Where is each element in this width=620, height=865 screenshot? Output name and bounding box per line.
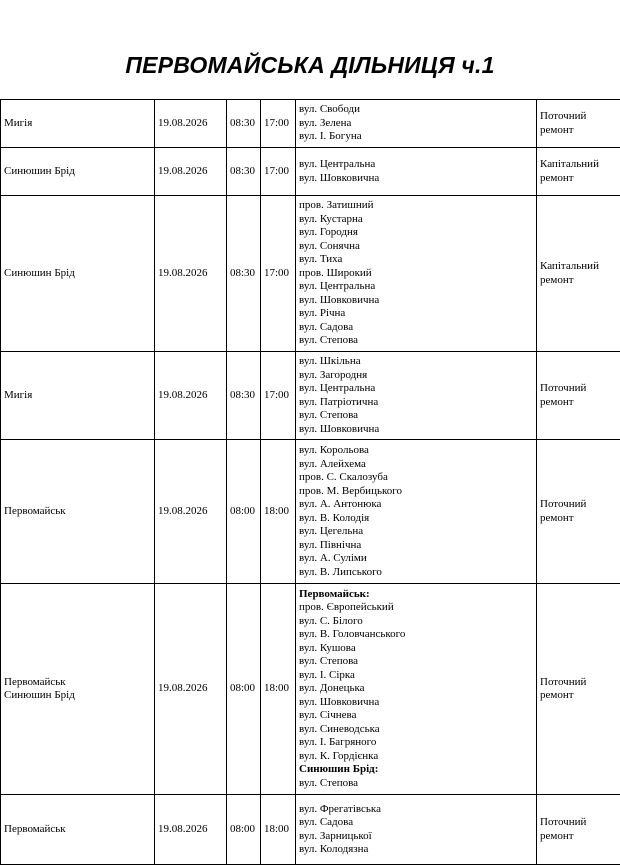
end-time-cell [261,196,296,352]
street-name: вул. С. Білого [299,615,533,629]
street-name: вул. Шкільна [299,355,533,369]
end-time: 18:00 [264,823,292,837]
street-name: вул. Загородня [299,369,533,383]
street-name: вул. Шовковична [299,294,533,308]
schedule-row [1,795,620,865]
street-name: вул. Річна [299,307,533,321]
schedule-body [1,100,620,865]
outage-schedule-table [0,99,620,865]
start-time: 08:30 [230,117,257,131]
work-type: Капітальний [540,158,617,172]
streets-cell [296,584,537,795]
street-name: вул. Садова [299,816,533,830]
date-value: 19.08.2026 [158,682,223,696]
street-name: вул. І. Сірка [299,669,533,683]
work-type-cell [537,100,620,148]
end-time-cell [261,440,296,584]
end-time-cell [261,795,296,865]
street-name: вул. Патріотична [299,396,533,410]
street-name: вул. Центральна [299,158,533,172]
locality-name: Синюшин Брід [4,165,151,179]
date-value: 19.08.2026 [158,389,223,403]
work-type: ремонт [540,396,617,410]
street-name: вул. Зелена [299,117,533,131]
end-time: 18:00 [264,682,292,696]
date-value: 19.08.2026 [158,117,223,131]
work-type: Поточний [540,382,617,396]
street-name: вул. Городня [299,226,533,240]
locality-name: Первомайськ [4,676,151,690]
work-type: ремонт [540,512,617,526]
date-value: 19.08.2026 [158,505,223,519]
street-name: пров. М. Вербицького [299,485,533,499]
page-title: ПЕРВОМАЙСЬКА ДІЛЬНИЦЯ ч.1 [0,52,620,79]
work-type-cell [537,440,620,584]
street-name: вул. В. Липського [299,566,533,580]
end-time-cell [261,584,296,795]
street-name: вул. Шовковична [299,172,533,186]
work-type-cell [537,196,620,352]
locality-name: Мигія [4,389,151,403]
locality-cell [1,196,155,352]
date-cell [155,100,227,148]
work-type-cell [537,795,620,865]
locality-name: Первомайськ [4,823,151,837]
end-time: 17:00 [264,389,292,403]
start-time: 08:30 [230,267,257,281]
start-time-cell [227,148,261,196]
start-time: 08:00 [230,505,257,519]
end-time-cell [261,148,296,196]
street-name: вул. Північна [299,539,533,553]
schedule-row [1,100,620,148]
street-name: вул. А. Суліми [299,552,533,566]
street-name: вул. Синеводська [299,723,533,737]
street-name: вул. Кустарна [299,213,533,227]
date-cell [155,352,227,440]
street-group-heading: Первомайськ: [299,588,533,602]
date-cell [155,440,227,584]
locality-cell [1,795,155,865]
locality-name: Синюшин Брід [4,267,151,281]
street-name: вул. Цегельна [299,525,533,539]
work-type: ремонт [540,172,617,186]
street-name: вул. Корольова [299,444,533,458]
end-time: 17:00 [264,117,292,131]
start-time: 08:00 [230,682,257,696]
date-cell [155,584,227,795]
street-name: пров. Затишний [299,199,533,213]
work-type: Поточний [540,498,617,512]
date-cell [155,795,227,865]
work-type-cell [537,148,620,196]
date-cell [155,148,227,196]
work-type: Поточний [540,110,617,124]
street-name: вул. Січнева [299,709,533,723]
start-time: 08:00 [230,823,257,837]
work-type: Поточний [540,816,617,830]
end-time: 17:00 [264,267,292,281]
street-name: вул. І. Богуна [299,130,533,144]
work-type: Поточний [540,676,617,690]
date-value: 19.08.2026 [158,823,223,837]
work-type: ремонт [540,274,617,288]
street-name: вул. В. Колодія [299,512,533,526]
work-type: ремонт [540,830,617,844]
start-time: 08:30 [230,165,257,179]
street-name: вул. Садова [299,321,533,335]
streets-cell [296,795,537,865]
street-name: вул. Степова [299,334,533,348]
streets-cell [296,100,537,148]
streets-cell [296,196,537,352]
schedule-row [1,440,620,584]
streets-cell [296,440,537,584]
street-name: вул. Донецька [299,682,533,696]
end-time-cell [261,100,296,148]
street-name: вул. Степова [299,777,533,791]
schedule-row [1,196,620,352]
schedule-row [1,352,620,440]
start-time-cell [227,795,261,865]
locality-cell [1,440,155,584]
work-type: ремонт [540,689,617,703]
street-name: вул. В. Головчанського [299,628,533,642]
locality-cell [1,148,155,196]
street-name: вул. Шовковична [299,696,533,710]
street-name: вул. Свободи [299,103,533,117]
street-name: вул. І. Багряного [299,736,533,750]
street-name: пров. Європейський [299,601,533,615]
street-group-heading: Синюшин Брід: [299,763,533,777]
street-name: вул. Алейхема [299,458,533,472]
locality-name: Мигія [4,117,151,131]
work-type-cell [537,584,620,795]
end-time: 18:00 [264,505,292,519]
locality-name: Синюшин Брід [4,689,151,703]
street-name: вул. Степова [299,655,533,669]
street-name: вул. Центральна [299,382,533,396]
street-name: вул. Сонячна [299,240,533,254]
street-name: вул. Зарницької [299,830,533,844]
street-name: вул. Тиха [299,253,533,267]
street-name: вул. Кушова [299,642,533,656]
start-time-cell [227,196,261,352]
end-time-cell [261,352,296,440]
streets-cell [296,352,537,440]
street-name: пров. С. Скалозуба [299,471,533,485]
work-type: ремонт [540,124,617,138]
date-cell [155,196,227,352]
end-time: 17:00 [264,165,292,179]
work-type-cell [537,352,620,440]
date-value: 19.08.2026 [158,165,223,179]
street-name: вул. Колодязна [299,843,533,857]
street-name: вул. К. Гордієнка [299,750,533,764]
locality-name: Первомайськ [4,505,151,519]
schedule-row [1,148,620,196]
street-name: вул. Шовковична [299,423,533,437]
street-name: вул. А. Антонюка [299,498,533,512]
street-name: пров. Широкий [299,267,533,281]
start-time-cell [227,352,261,440]
street-name: вул. Степова [299,409,533,423]
date-value: 19.08.2026 [158,267,223,281]
work-type: Капітальний [540,260,617,274]
start-time-cell [227,440,261,584]
start-time-cell [227,584,261,795]
locality-cell [1,584,155,795]
streets-cell [296,148,537,196]
street-name: вул. Фрегатівська [299,803,533,817]
start-time: 08:30 [230,389,257,403]
locality-cell [1,352,155,440]
start-time-cell [227,100,261,148]
locality-cell [1,100,155,148]
street-name: вул. Центральна [299,280,533,294]
schedule-row [1,584,620,795]
